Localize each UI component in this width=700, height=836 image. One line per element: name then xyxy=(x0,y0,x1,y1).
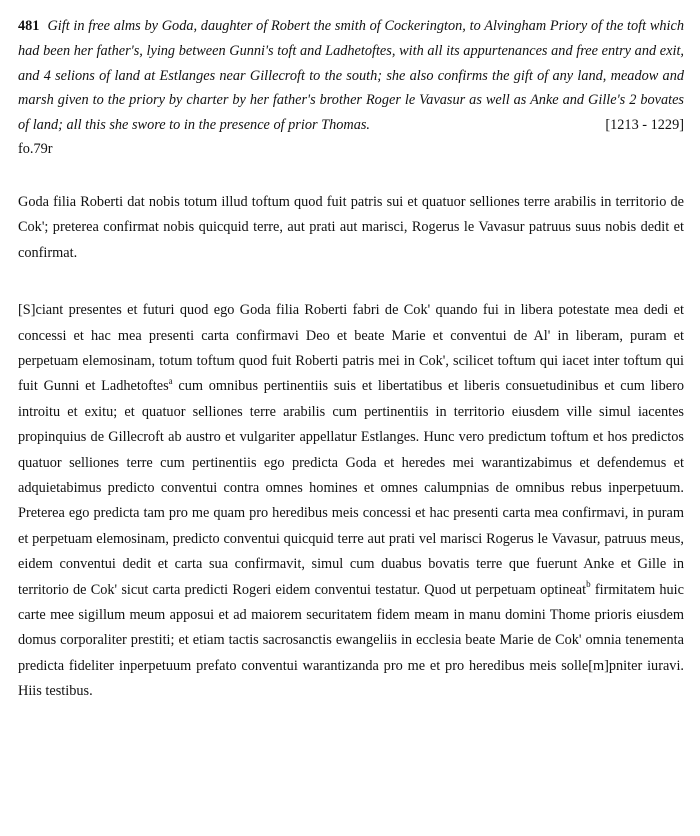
entry-number: 481 xyxy=(18,18,40,34)
entry-date: [1213 - 1229] xyxy=(605,117,684,134)
charter-text xyxy=(18,298,684,705)
footnote-marker-b: b xyxy=(586,578,591,589)
charter-text-part-2: cum omnibus pertinentiis suis et libertatibus et liberis consuetudinibus et cum libero introitu et exitu; et quatuor selliones terre arabilis cum pertinentiis in territorio eiusdem ville simul iacentes propinquius de Gillecroft ab austro et vulgariter appellatur Estlanges. Hunc vero predictum toftum et hos predictos quatuor selliones terre cum pertinentiis ego predicta Goda et heredes mei warantizabimus et defendemus et adquietabimus predicto conventui contra omnes homines et omnes calumpnias de omnibus rebus inperpetuum. Preterea ego predicta tam pro me quam pro heredibus meis concessi et hac presenti carta mea confirmavi, in puram et perpetuam elemosinam, predicto conventui quicquid terre aut prati vel marisci Rogerus le Vavasur, patruus meus, eidem conventui dedit et carta sua confirmavit, simul cum duabus bovatis terre que fuerunt Anke et Gille in territorio de Cok' sicut carta predicti Rogeri eidem conventui testatur. Quod ut perpetuam optineat xyxy=(18,378,684,598)
folio-reference: fo.79r xyxy=(18,140,53,157)
latin-summary: Goda filia Roberti dat nobis totum illud toftum quod fuit patris sui et quatuor selliones terre arabilis in territorio de Cok'; preterea confirmat nobis quicquid terre, aut prati aut marisci, Rogerus le Vavasur patruus suus nobis dedit et confirmat. xyxy=(18,193,684,261)
charter-text-part-1: [S]ciant presentes et futuri quod ego Goda filia Roberti fabri de Cok' quando fui in libera potestate mea dedi et concessi et hac mea presenti carta confirmavi Deo et beate Marie et conventui de Al' in liberam, puram et perpetuam elemosinam, totum toftum quod fuit Roberti patris mei in Cok', scilicet toftum qui iacet inter toftum qui fuit Gunni et Ladhetoftes xyxy=(18,302,684,395)
footnote-marker-a: a xyxy=(168,375,173,386)
entry-heading-text: Gift in free alms by Goda, daughter of Robert the smith of Cockerington, to Alvingham Priory of the toft which had been her father's, lying between Gunni's toft and Ladhetoftes, with all its appurtenances and free entry and exit, and 4 selions of land at Estlanges near Gillecroft to the south; she also confirms the gift of any land, meadow and marsh given to the priory by charter by her father's brother Roger le Vavasur as well as Anke and Gille's 2 bovates of land; all this she swore to in the presence of prior Thomas. xyxy=(18,18,684,134)
charter-text-part-3: firmitatem huic carte mee sigillum meum apposui et ad maiorem securitatem fidem meam in manu domini Thome prioris eiusdem domus corporaliter prestiti; et etiam tactis sacrosanctis ewangeliis in ecclesia beate Marie de Cok' omnia tenementa predicta fideliter inperpetuum prefato conventui warantizanda pro me et pro heredibus meis solle[m]pniter iuravi. Hiis testibus. xyxy=(18,581,684,700)
